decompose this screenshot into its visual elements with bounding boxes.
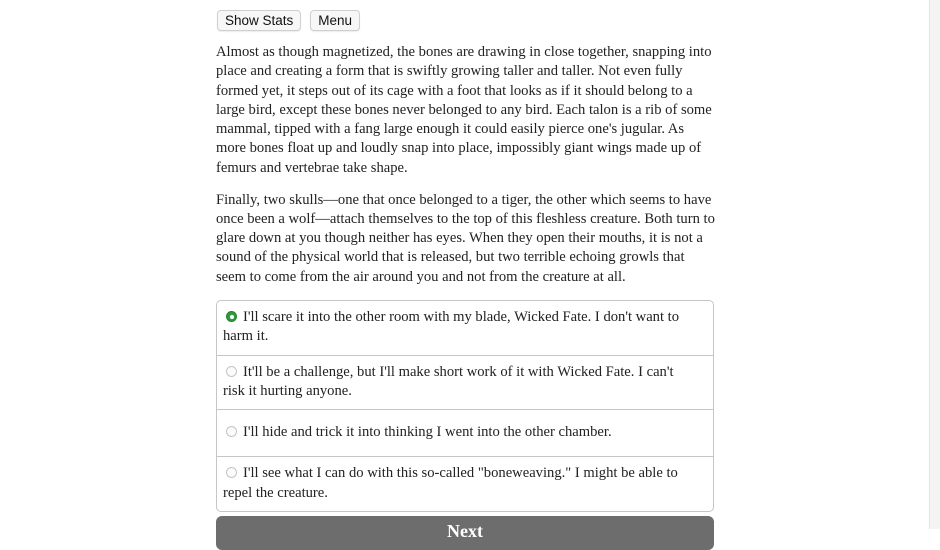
choice-option-fight[interactable] [217, 355, 713, 410]
menu-button[interactable]: Menu [310, 10, 360, 31]
scrollbar[interactable] [929, 0, 940, 529]
choice-option-scare[interactable] [217, 301, 713, 355]
radio-unselected-icon[interactable] [226, 366, 237, 377]
show-stats-button[interactable]: Show Stats [217, 10, 301, 31]
passage-paragraph: Finally, two skulls—one that once belonged to a tiger, the other which seems to have once been a wolf—attach themselves to the top of this fleshless creature. Both turn to glare down at you though neither has eyes. When they open their mouths, it is not a sound of the physical world that is released, but two terrible echoing growls that seem to come from the air around you and not from the creature at all. [216, 191, 715, 285]
choice-label: I'll scare it into the other room with my blade, Wicked Fate. I don't want to harm it. [223, 309, 680, 345]
choice-option-hide[interactable] [217, 409, 713, 456]
choice-list [216, 300, 714, 512]
choice-label: I'll hide and trick it into thinking I went into the other chamber. [243, 424, 612, 441]
story-passage [216, 43, 716, 300]
choice-label: I'll see what I can do with this so-called "boneweaving." I might be able to repel the creature. [223, 465, 678, 501]
radio-unselected-icon[interactable] [226, 426, 237, 437]
radio-selected-icon[interactable] [226, 311, 237, 322]
next-button[interactable]: Next [216, 516, 714, 550]
choice-option-boneweave[interactable] [217, 456, 713, 511]
choice-label: It'll be a challenge, but I'll make short work of it with Wicked Fate. I can't risk it hurting anyone. [223, 363, 674, 399]
passage-paragraph: Almost as though magnetized, the bones are drawing in close together, snapping into place and creating a form that is swiftly growing taller and taller. Not even fully formed yet, it steps out of its cage with a foot that looks as if it should belong to a large bird, except these bones never belonged to any bird. Each talon is a rib of some mammal, tipped with a fang large enough it could easily pierce one's jugular. As more bones float up and loudly snap into place, impossibly giant wings made up of femurs and vertebrae take shape. [216, 44, 712, 176]
radio-unselected-icon[interactable] [226, 467, 237, 478]
toolbar [217, 10, 360, 31]
